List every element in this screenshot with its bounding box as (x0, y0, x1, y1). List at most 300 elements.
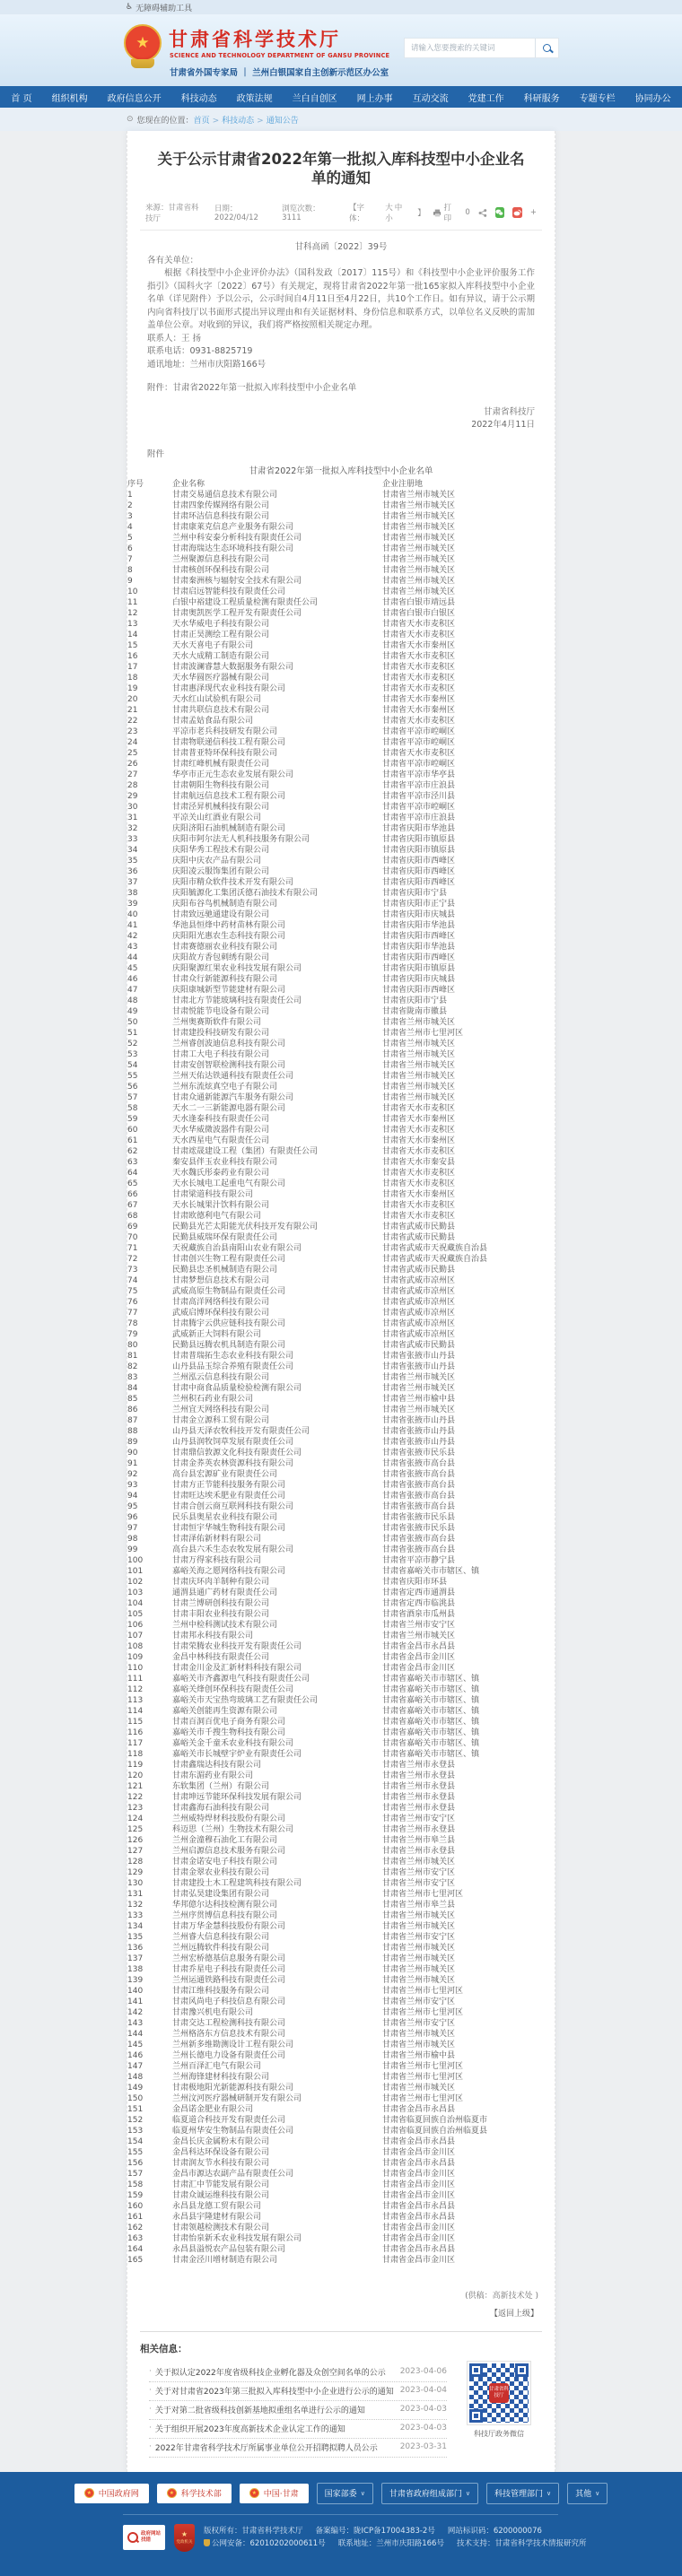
table-row (127, 1082, 555, 1092)
table-row (127, 2050, 555, 2061)
table-row (127, 953, 555, 963)
table-row (127, 1039, 555, 1049)
table-row (127, 1803, 555, 1814)
table-row (127, 2072, 555, 2083)
attachment-link[interactable]: 附件：甘肃省2022年第一批拟入库科技型中小企业名单 (147, 383, 357, 394)
document-body (147, 241, 535, 432)
related-link-text: 关于对甘肃省2023年第三批拟入库科技型中小企业进行公示的通知 (154, 2387, 394, 2397)
table-row (127, 1792, 555, 1803)
cell-location: 甘肃省天水市麦积区 (382, 630, 456, 640)
table-row (127, 1943, 555, 1954)
table-row (127, 597, 555, 608)
cell-location: 甘肃省兰州市城关区 (382, 1954, 456, 1963)
nav-item[interactable]: 组织机构 (51, 93, 88, 104)
cell-company-name: 高台县宏源矿业有限责任公司 (172, 1469, 278, 1479)
cell-company-name: 甘肃海瑞达生态环境科技有限公司 (172, 544, 294, 553)
cell-location: 甘肃省酒泉市瓜州县 (382, 1609, 456, 1619)
table-row (127, 2137, 555, 2147)
related-link[interactable] (149, 2363, 447, 2382)
table-row (127, 1631, 555, 1641)
table-row (127, 1028, 555, 1039)
cell-location: 甘肃省武威市天祝藏族自治县 (382, 1254, 488, 1264)
friend-link-button[interactable]: ★ 中国·甘肃 (240, 2484, 309, 2503)
cell-index: 139 (127, 1975, 144, 1985)
accessibility-tool-link[interactable] (126, 2, 192, 13)
cell-company-name: 甘肃旺达埃禾肥业有限责任公司 (172, 1491, 286, 1501)
emblem-icon: ★ (84, 2488, 94, 2498)
cell-location: 甘肃省嘉峪关市市辖区、镇 (382, 1749, 480, 1759)
cell-index: 75 (127, 1286, 138, 1296)
cell-location: 甘肃省武威市凉州区 (382, 1329, 456, 1339)
cell-company-name: 甘肃惠泽现代农业科技有限公司 (172, 683, 286, 693)
cell-index: 120 (127, 1771, 144, 1780)
cell-index: 79 (127, 1329, 138, 1339)
cell-location: 甘肃省天水市麦积区 (382, 1211, 456, 1221)
cell-location: 甘肃省天水市麦积区 (382, 1200, 456, 1210)
emblem-icon: ★ (167, 2488, 177, 2498)
cell-index: 39 (127, 899, 138, 909)
cell-company-name: 甘肃红峰机械有限责任公司 (172, 759, 270, 769)
cell-index: 17 (127, 662, 138, 672)
cell-company-name: 甘肃兰博研创科技有限公司 (172, 1598, 270, 1608)
nav-item[interactable]: 协同办公 (634, 93, 671, 104)
site-header (0, 14, 682, 86)
cell-company-name: 庆阳布谷鸟机械制造有限公司 (172, 899, 278, 909)
table-row (127, 1588, 555, 1598)
cell-index: 5 (127, 533, 133, 543)
cell-location: 甘肃省兰州市城关区 (382, 1910, 456, 1920)
table-row (127, 1437, 555, 1448)
cell-index: 51 (127, 1028, 138, 1038)
cell-location: 甘肃省金昌市金川区 (382, 2255, 456, 2265)
wechat-share-icon[interactable] (495, 207, 505, 218)
related-link[interactable] (149, 2420, 447, 2439)
cell-company-name: 山丹县润牧饲草发展有限责任公司 (172, 1437, 294, 1447)
cell-company-name: 甘肃丰阳农业科技有限公司 (172, 1609, 270, 1619)
cell-index: 42 (127, 931, 138, 941)
link-dropdown[interactable]: 国家部委 ∨ (317, 2483, 373, 2504)
cell-index: 127 (127, 1846, 144, 1856)
chevron-down-icon: ∨ (360, 2489, 365, 2497)
cell-index: 144 (127, 2029, 144, 2039)
cell-company-name: 甘肃方正节能科技服务有限公司 (172, 1480, 286, 1490)
cell-location: 甘肃省庆阳市西峰区 (382, 985, 456, 995)
cell-company-name: 甘肃启远智能科技有限责任公司 (172, 587, 286, 596)
footer-text (204, 2525, 599, 2550)
font-size-button[interactable]: 大 (385, 204, 393, 213)
cell-index: 151 (127, 2104, 144, 2114)
table-row (127, 1372, 555, 1383)
table-row (127, 2255, 555, 2266)
cell-index: 68 (127, 1211, 138, 1221)
col-header-name: 企业名称 (172, 479, 205, 489)
link-dropdown[interactable]: 其他 ∨ (567, 2483, 608, 2504)
cell-location: 甘肃省金昌市永昌县 (382, 2104, 456, 2114)
nav-item[interactable]: 科研服务 (523, 93, 560, 104)
table-row (127, 1814, 555, 1824)
cell-location: 甘肃省张掖市民乐县 (382, 1523, 456, 1533)
cell-location: 甘肃省兰州市城关区 (382, 565, 456, 575)
footer-info (123, 2524, 682, 2552)
search-button[interactable] (535, 39, 558, 57)
table-row (127, 2093, 555, 2104)
nav-item[interactable]: 专题专栏 (579, 93, 616, 104)
breadcrumb-link[interactable]: 通知公告 (266, 116, 299, 126)
gov-agency-badge[interactable]: ★ 党政机关 (174, 2524, 195, 2552)
cell-index: 153 (127, 2126, 144, 2136)
cell-location: 甘肃省金昌市金川区 (382, 2147, 456, 2157)
cell-company-name: 庆阳康城新型节能建材有限公司 (172, 985, 286, 995)
cell-location: 甘肃省张掖市山丹县 (382, 1437, 456, 1447)
cell-company-name: 科迈思（兰州）生物技术有限公司 (172, 1824, 294, 1834)
cell-company-name: 兰州天佑达铁通科技有限责任公司 (172, 1071, 294, 1081)
cell-index: 123 (127, 1803, 144, 1813)
cell-company-name: 庆阳华秀工程技术有限公司 (172, 845, 270, 855)
cell-location: 甘肃省嘉峪关市市辖区、镇 (382, 1727, 480, 1737)
cell-location: 甘肃省金昌市永昌县 (382, 2201, 456, 2211)
table-row (127, 1501, 555, 1512)
cell-company-name: 民勤县威瑞环保有限责任公司 (172, 1232, 278, 1242)
table-row (127, 1954, 555, 1964)
search-icon (543, 44, 551, 52)
friend-link-button[interactable]: ★ 科学技术部 (157, 2484, 232, 2503)
table-row (127, 1491, 555, 1501)
breadcrumb (0, 108, 682, 131)
table-row (127, 651, 555, 662)
cell-index: 10 (127, 587, 138, 596)
table-row (127, 2126, 555, 2137)
cell-index: 149 (127, 2083, 144, 2093)
cell-index: 115 (127, 1717, 144, 1727)
cell-location: 甘肃省兰州市安宁区 (382, 1932, 456, 1942)
related-link-date: 2023-03-31 (399, 2442, 447, 2452)
cell-location: 甘肃省金昌市金川区 (382, 2223, 456, 2232)
cell-company-name: 庆阳济阳石油机械制造有限公司 (172, 823, 286, 833)
related-link[interactable] (149, 2382, 447, 2401)
table-row (127, 673, 555, 683)
font-size-button[interactable]: 中 (394, 204, 403, 213)
nav-item[interactable]: 科技动态 (180, 93, 217, 104)
cell-index: 134 (127, 1921, 144, 1931)
footer-info-segment: 联系地址：兰州市庆阳路166号 (337, 2539, 444, 2549)
related-link-date: 2023-04-04 (399, 2386, 447, 2396)
table-row (127, 727, 555, 737)
table-row (127, 2233, 555, 2244)
cell-index: 165 (127, 2255, 144, 2265)
cell-location: 甘肃省天水市麦积区 (382, 748, 456, 758)
table-row (127, 1286, 555, 1297)
cell-location: 甘肃省武威市民勤县 (382, 1340, 456, 1350)
cell-index: 19 (127, 683, 138, 693)
table-row (127, 2169, 555, 2180)
table-row (127, 2212, 555, 2223)
cell-company-name: 金昌科达环保设备有限公司 (172, 2147, 270, 2157)
table-row (127, 1910, 555, 1921)
cell-location: 甘肃省兰州市七里河区 (382, 2093, 464, 2103)
table-row (127, 1179, 555, 1189)
cell-index: 15 (127, 640, 138, 650)
cell-company-name: 甘肃竤晟建设工程（集团）有限责任公司 (172, 1146, 319, 1156)
link-dropdown[interactable]: 科技管理部门 ∨ (486, 2483, 559, 2504)
cell-location: 甘肃省武威市民勤县 (382, 1222, 456, 1231)
cell-index: 164 (127, 2244, 144, 2254)
cell-index: 53 (127, 1049, 138, 1059)
cell-company-name: 甘肃怡泉新禾农业科技发展有限公司 (172, 2233, 302, 2243)
cell-index: 114 (127, 1706, 144, 1716)
cell-company-name: 甘肃庆环肉羊制种有限公司 (172, 1577, 270, 1587)
share-count: 0 (465, 208, 470, 218)
cell-company-name: 民勤县忠圣机械制造有限公司 (172, 1265, 278, 1275)
article-card (127, 131, 555, 2472)
site-error-report-badge[interactable]: 政府网站 找错 (123, 2525, 165, 2550)
cell-location: 甘肃省兰州市城关区 (382, 2040, 456, 2049)
cell-company-name: 甘肃波澜睿慧大数据服务有限公司 (172, 662, 294, 672)
cell-index: 14 (127, 630, 138, 640)
table-row (127, 2158, 555, 2169)
table-row (127, 1749, 555, 1760)
nav-item[interactable]: 政策法规 (236, 93, 273, 104)
meta-views: 浏览次数：3111 (282, 205, 320, 223)
nav-item[interactable]: 党建工作 (468, 93, 504, 104)
table-row (127, 2244, 555, 2255)
cell-index: 140 (127, 1986, 144, 1996)
cell-company-name: 甘肃众诚运维科技有限公司 (172, 2190, 270, 2200)
cell-index: 156 (127, 2158, 144, 2168)
table-row (127, 1609, 555, 1620)
table-row (127, 780, 555, 791)
cell-index: 25 (127, 748, 138, 758)
friend-link-button[interactable]: ★ 中国政府网 (74, 2484, 149, 2503)
cell-index: 55 (127, 1071, 138, 1081)
cell-location: 甘肃省天水市麦积区 (382, 1103, 456, 1113)
cell-location: 甘肃省定西市通渭县 (382, 1588, 456, 1597)
cell-location: 甘肃省兰州市城关区 (382, 1071, 456, 1081)
cell-index: 102 (127, 1577, 144, 1587)
doc-contact-person: 联系人：王 扬 (147, 333, 202, 344)
cell-company-name: 甘肃中商食品质量检验检测有限公司 (172, 1383, 302, 1393)
cell-company-name: 临夏州华安生物制品有限责任公司 (172, 2126, 294, 2136)
table-row (127, 1577, 555, 1588)
qr-center-logo: 甘肃省科技厅 (489, 2383, 509, 2403)
print-button[interactable]: 打印 (433, 202, 458, 223)
table-row (127, 1157, 555, 1168)
cell-location: 甘肃省兰州市安宁区 (382, 2018, 456, 2028)
cell-company-name: 庆阳市阿尔法无人机科技服务有限公司 (172, 834, 310, 844)
cell-location: 甘肃省兰州市永登县 (382, 1760, 456, 1770)
cell-location: 甘肃省武威市凉州区 (382, 1308, 456, 1318)
nav-item[interactable]: 网上办事 (356, 93, 393, 104)
cell-index: 93 (127, 1480, 138, 1490)
cell-index: 97 (127, 1523, 138, 1533)
cell-company-name: 兰州百泽汇电气有限公司 (172, 2061, 262, 2071)
cell-company-name: 甘肃润友节水科技有限公司 (172, 2158, 270, 2168)
table-row (127, 996, 555, 1006)
table-row (127, 1566, 555, 1577)
cell-index: 109 (127, 1652, 144, 1662)
article-meta (140, 196, 542, 231)
cell-company-name: 甘肃建投科技研发有限公司 (172, 1028, 270, 1038)
cell-location: 甘肃省兰州市城关区 (382, 2083, 456, 2093)
list-bullet-icon: · (149, 2367, 152, 2377)
cell-index: 154 (127, 2137, 144, 2146)
table-row (127, 1469, 555, 1480)
cell-company-name: 兰州宜天网络科技有限公司 (172, 1405, 270, 1414)
breadcrumb-link[interactable]: 首页 > (194, 117, 223, 126)
cell-location: 甘肃省兰州市城关区 (382, 1082, 456, 1092)
cell-company-name: 甘肃安创智联检测科技有限公司 (172, 1060, 286, 1070)
cell-company-name: 甘肃致远驰通建设有限公司 (172, 909, 270, 919)
cell-company-name: 甘肃鑫瑞达科技有限公司 (172, 1760, 262, 1770)
table-row (127, 877, 555, 888)
chevron-down-icon: ∨ (465, 2489, 470, 2497)
cell-index: 36 (127, 866, 138, 876)
cell-index: 101 (127, 1566, 144, 1576)
share-icon[interactable] (478, 208, 487, 218)
nav-item[interactable]: 首 页 (11, 93, 32, 104)
cell-location: 甘肃省庆阳市宁县 (382, 996, 448, 1005)
table-row (127, 1975, 555, 1986)
cell-index: 95 (127, 1501, 138, 1511)
cell-location: 甘肃省庆阳市庆城县 (382, 974, 456, 984)
cell-location: 甘肃省兰州市城关区 (382, 1092, 456, 1102)
cell-location: 甘肃省嘉峪关市市辖区、镇 (382, 1566, 480, 1576)
accessibility-icon: ♿ (126, 3, 134, 12)
site-search (404, 38, 559, 58)
font-size-button[interactable]: 小 (385, 214, 393, 224)
cell-location: 甘肃省兰州市七里河区 (382, 2072, 464, 2082)
cell-index: 86 (127, 1405, 138, 1414)
cell-company-name: 兰州启源信息技术服务有限公司 (172, 1846, 286, 1856)
cell-company-name: 平凉关山红酒业有限公司 (172, 813, 262, 822)
weibo-share-icon[interactable] (512, 207, 522, 218)
table-row (127, 737, 555, 748)
national-emblem-icon: ★ (124, 24, 162, 73)
cell-index: 65 (127, 1179, 138, 1188)
table-row (127, 1684, 555, 1695)
cell-company-name: 兰州新多维勘测设计工程有限公司 (172, 2040, 294, 2049)
cell-index: 136 (127, 1943, 144, 1953)
table-row (127, 1674, 555, 1684)
cell-location: 甘肃省兰州市安宁区 (382, 1997, 456, 2006)
cell-location: 甘肃省张掖市山丹县 (382, 1362, 456, 1371)
table-row (127, 899, 555, 909)
cell-company-name: 甘肃邦永科技有限公司 (172, 1631, 254, 1640)
cell-company-name: 甘肃合创云商互联网科技有限公司 (172, 1501, 294, 1511)
cell-company-name: 甘肃金川金及汇新材料科技有限公司 (172, 1663, 302, 1673)
cell-index: 88 (127, 1426, 138, 1436)
table-row (127, 619, 555, 630)
cell-index: 4 (127, 522, 133, 532)
cell-company-name: 甘肃恒宇华城生物科技有限公司 (172, 1523, 286, 1533)
cell-location: 甘肃省张掖市山丹县 (382, 1415, 456, 1425)
cell-index: 26 (127, 759, 138, 769)
cell-location: 甘肃省张掖市高台县 (382, 1545, 456, 1554)
cell-location: 甘肃省兰州市安宁区 (382, 1867, 456, 1877)
cell-company-name: 民勤县远腾农机具制造有限公司 (172, 1340, 286, 1350)
table-row (127, 500, 555, 511)
cell-company-name: 兰州宏桥德基信息服务有限公司 (172, 1954, 286, 1963)
table-row (127, 1932, 555, 1943)
doc-number: 甘科高函〔2022〕39号 (294, 242, 388, 253)
cell-location: 甘肃省金昌市金川区 (382, 2169, 456, 2179)
cell-index: 34 (127, 845, 138, 855)
cell-company-name: 天水长城果汁饮料有限公司 (172, 1200, 270, 1210)
table-row (127, 1222, 555, 1232)
cell-location: 甘肃省天水市麦积区 (382, 651, 456, 661)
cell-location: 甘肃省兰州市七里河区 (382, 2007, 464, 2017)
cell-index: 137 (127, 1954, 144, 1963)
nav-item[interactable]: 政府信息公开 (107, 93, 162, 104)
related-link[interactable] (149, 2401, 447, 2420)
cell-company-name: 庆阳聚源红果农业科技发展有限公司 (172, 963, 302, 973)
cell-index: 32 (127, 823, 138, 833)
table-row (127, 1512, 555, 1523)
cell-company-name: 金昌诺金肥业有限公司 (172, 2104, 254, 2114)
cell-location: 甘肃省庆阳市华池县 (382, 823, 456, 833)
cell-location: 甘肃省天水市秦州区 (382, 705, 456, 715)
cell-location: 甘肃省庆阳市西峰区 (382, 931, 456, 941)
signature-date: 2022年4月11日 (471, 420, 535, 431)
cell-company-name: 甘肃欧德利电气有限公司 (172, 1211, 262, 1221)
related-link[interactable] (149, 2439, 447, 2458)
cell-location: 甘肃省兰州市城关区 (382, 500, 456, 510)
cell-index: 16 (127, 651, 138, 661)
cell-location: 甘肃省兰州市城关区 (382, 2029, 456, 2039)
cell-company-name: 天水逢泰科技有限责任公司 (172, 1114, 270, 1124)
cell-index: 87 (127, 1415, 138, 1425)
cell-location: 甘肃省武威市凉州区 (382, 1286, 456, 1296)
cell-location: 甘肃省兰州市永登县 (382, 1803, 456, 1813)
cell-company-name: 甘肃万得家科技有限公司 (172, 1555, 262, 1565)
more-share-button[interactable]: + (529, 208, 537, 218)
cell-company-name: 庆阳市精众软件技术开发有限公司 (172, 877, 294, 887)
cell-index: 27 (127, 770, 138, 779)
cell-location: 甘肃省金昌市永昌县 (382, 2244, 456, 2254)
qr-block (465, 2362, 533, 2439)
cell-company-name: 甘肃坤远节能环保科技发展有限公司 (172, 1792, 302, 1802)
cell-location: 甘肃省张掖市民乐县 (382, 1512, 456, 1522)
table-row (127, 1394, 555, 1405)
cell-company-name: 甘肃金诺安电子科技有限公司 (172, 1857, 278, 1867)
table-row (127, 1997, 555, 2007)
table-row (127, 1878, 555, 1889)
table-row (127, 630, 555, 640)
cell-company-name: 华池县恒烽中药材苗林有限公司 (172, 920, 286, 930)
table-row (127, 1146, 555, 1157)
nav-item[interactable]: 兰白自创区 (292, 93, 337, 104)
cell-company-name: 兰州运通铁路科技有限责任公司 (172, 1975, 286, 1985)
cell-location: 甘肃省平凉市崆峒区 (382, 802, 456, 812)
cell-location: 甘肃省兰州市城关区 (382, 1405, 456, 1414)
cell-index: 104 (127, 1598, 144, 1608)
related-section (140, 2342, 542, 2458)
cell-index: 129 (127, 1867, 144, 1877)
breadcrumb-link[interactable]: 科技动态 > (222, 117, 267, 126)
table-row (127, 1211, 555, 1222)
cell-index: 71 (127, 1243, 138, 1253)
cell-location: 甘肃省金昌市金川区 (382, 1663, 456, 1673)
back-to-parent-link[interactable]: 【返回上级】 (489, 2309, 538, 2319)
cell-company-name: 甘肃共联信息技术有限公司 (172, 705, 270, 715)
site-title: 甘肃省科学技术厅 (169, 29, 341, 50)
doc-salutation: 各有关单位： (147, 255, 199, 265)
cell-index: 40 (127, 909, 138, 919)
nav-item[interactable]: 互动交流 (412, 93, 449, 104)
cell-location: 甘肃省兰州市城关区 (382, 1017, 456, 1027)
search-input[interactable] (405, 39, 535, 57)
cell-index: 99 (127, 1545, 138, 1554)
link-dropdown[interactable]: 甘肃省政府组成部门 ∨ (381, 2483, 478, 2504)
